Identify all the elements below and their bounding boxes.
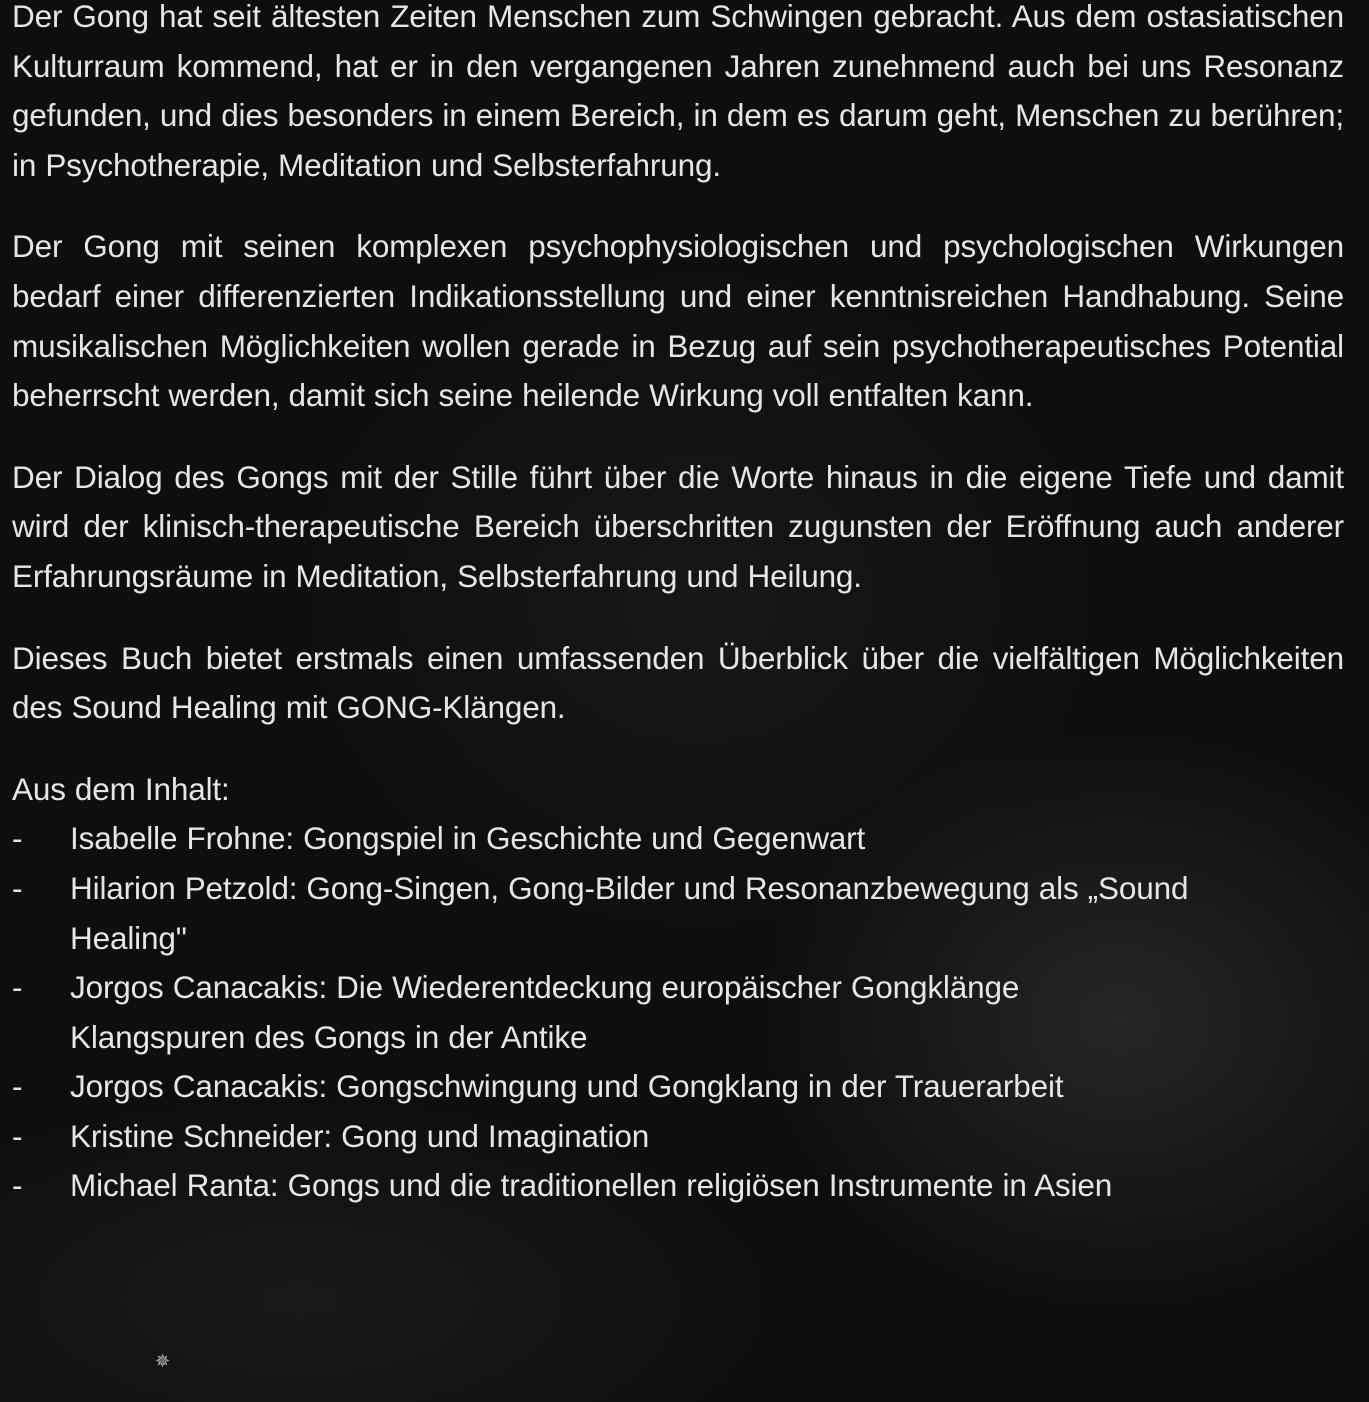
list-item-text xyxy=(70,963,1344,1062)
paragraph-gap xyxy=(12,733,1344,765)
list-item-line: Klangspuren des Gongs in der Antike xyxy=(70,1018,588,1055)
list-item-text xyxy=(70,864,1344,963)
paragraph-1: Der Gong hat seit ältesten Zeiten Menschen zum Schwingen gebracht. Aus dem ostasiatischen Kulturraum kommend, hat er in den vergangenen Jahren zunehmend auch bei uns Resonanz gefunden, und dies besonders in einem Bereich, in dem es darum geht, Menschen zu berühren; in Psychotherapie, Meditation und Selbsterfahrung. xyxy=(12,0,1344,183)
contents-list xyxy=(12,814,1344,1211)
list-item xyxy=(12,814,1344,864)
list-dash: - xyxy=(12,1068,23,1105)
paragraph-3: Der Dialog des Gongs mit der Stille führt über die Worte hinaus in die eigene Tiefe und damit wird der klinisch-therapeutische Bereich überschritten zugunsten der Eröffnung auch anderer Erfahrungsräume in Meditation, Selbsterfahrung und Heilung. xyxy=(12,458,1344,594)
list-item-line: Jorgos Canacakis: Die Wiederentdeckung europäischer Gongklänge xyxy=(70,969,1020,1006)
list-item xyxy=(12,1161,1344,1211)
list-item-line: Isabelle Frohne: Gongspiel in Geschichte und Gegenwart xyxy=(70,820,866,857)
list-item-text xyxy=(70,814,1344,864)
list-item-line: Hilarion Petzold: Gong-Singen, Gong-Bilder und Resonanzbewegung als „Sound xyxy=(70,869,1189,906)
paragraph-2: Der Gong mit seinen komplexen psychophysiologischen und psychologischen Wirkungen bedarf einer differenzierten Indikationsstellung und einer kenntnisreichen Handhabung. Seine musikalischen Möglichkeiten wollen gerade in Bezug auf sein psychotherapeutisches Potential beherrscht werden, damit sich seine heilende Wirkung voll entfalten kann. xyxy=(12,228,1344,414)
list-item-line: Kristine Schneider: Gong und Imagination xyxy=(70,1117,650,1154)
list-dash: - xyxy=(12,1117,23,1154)
list-dash: - xyxy=(12,1167,23,1204)
list-item-line: Jorgos Canacakis: Gongschwingung und Gongklang in der Trauerarbeit xyxy=(70,1068,1064,1105)
list-item xyxy=(12,963,1344,1062)
paragraph-gap xyxy=(12,602,1344,634)
list-item-line: Michael Ranta: Gongs und die traditionellen religiösen Instrumente in Asien xyxy=(70,1167,1113,1204)
list-dash: - xyxy=(12,869,23,906)
list-item-text xyxy=(70,1112,1344,1162)
list-dash: - xyxy=(12,820,23,857)
list-item xyxy=(12,1112,1344,1162)
list-item-text xyxy=(70,1161,1344,1211)
paragraph-4: Dieses Buch bietet erstmals einen umfassenden Überblick über die vielfältigen Möglichkeiten des Sound Healing mit GONG-Klängen. xyxy=(12,639,1344,726)
blurb-text xyxy=(12,0,1344,1211)
list-item-line: Healing" xyxy=(70,919,187,956)
list-dash: - xyxy=(12,969,23,1006)
contents-heading: Aus dem Inhalt: xyxy=(12,770,230,807)
star-ornament-icon: ✵ xyxy=(155,1351,171,1371)
paragraph-gap xyxy=(12,190,1344,222)
paragraph-gap xyxy=(12,421,1344,453)
list-item xyxy=(12,1062,1344,1112)
list-item xyxy=(12,864,1344,963)
list-item-text xyxy=(70,1062,1344,1112)
